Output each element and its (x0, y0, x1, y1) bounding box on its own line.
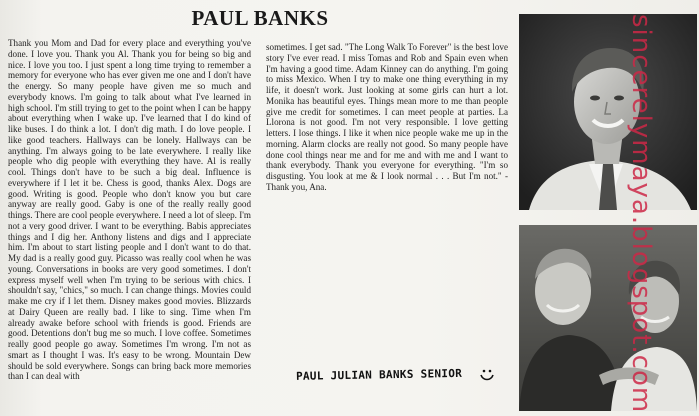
watermark-text: sincerelymaya.blogspot.com (626, 14, 656, 414)
senior-portrait-photo (519, 14, 697, 210)
family-drawing (519, 225, 697, 411)
text-column-right (266, 42, 508, 222)
portrait-drawing (519, 14, 697, 210)
column-right-text: sometimes. I get sad. "The Long Walk To Forever" is the best love story I've ever read. I miss Tomas and Rob and Spain even when I'm having a good time. Adam Kinney can do anything. I'm going to miss Mexico. When I try to make one thing everything in my life, it doesn't work. Just looking at some girls can hurt a lot. Monika has beautiful eyes. Things mean more to me than people give me credit for sometimes. I can meet people at parties. La Llorona is not good. I'm not very responsible. I love getting letters. I lose things. I like it when nice people wake me up in the morning. Alarm clocks are really not good. So many people have done cool things near me and for me and with me and I want to thank everybody. Thank you everyone for everything. "I'm so disgusting. You look at me & I look normal . . . But I'm not." - Thank you, Ana. (266, 42, 508, 192)
text-column-left (8, 38, 251, 410)
column-left-text: Thank you Mom and Dad for every place and everything you've done. I love you. Thank you Al. Thank you for being so big and nice. I love you too. I just spent a long time trying to remember a memory for everyone who has ever given me one and I don't have the energy. So many people have given me so much and everybody knows. I'm going to talk about what I've learned in high school. I'm still trying to get to the point when I can be happy about everything when I wake up. I've learned that I do kind of like buses. I do think a lot. I don't dig math. I do love people. I like good teachers. Hallways can be lonely. Hallways can be anything. I'm always going to be late everywhere. I really like people who dig people with everything they have. Al is really cool. Things don't have to be such a big deal. Influence is everywhere if I let it be. Chess is good, thanks Alex. Dogs are good. Writing is good. People who don't know you but care anyway are really good. Gaby is one of the really really good things. There are cool people everywhere. I need a lot of sleep. I'm not a very good driver. I want to be everything. Babis appreciates things and I dig her. Anthony listens and digs and I appreciate him. I'm about to start listing people and I don't want to do that. My dad is a really good guy. Picasso was really cool when he was young. Conversations in books are very good sometimes. I don't express myself well when I'm trying to be serious with chics. I shouldn't say, "chics," so much. I can change things. Movies could make me cry if I let them. Disney makes good movies. Blizzards at Dairy Queen are really bad. I like to sing. Time when I'm already awake before school with friends is good. Friends are good. Detentions don't bug me so much. I love coffee. Sometimes really good people go away. Sometimes I'm wrong. I'm not as smart as I thought I was. It's easy to be wrong. Mountain Dew should be sold everywhere. Songs can bring back more memories than I can deal with (8, 38, 251, 382)
smiley-icon (478, 366, 496, 384)
father-and-son-photo (519, 225, 697, 411)
signature-caption: PAUL JULIAN BANKS SENIOR (295, 366, 463, 383)
page-title: PAUL BANKS (191, 6, 329, 30)
